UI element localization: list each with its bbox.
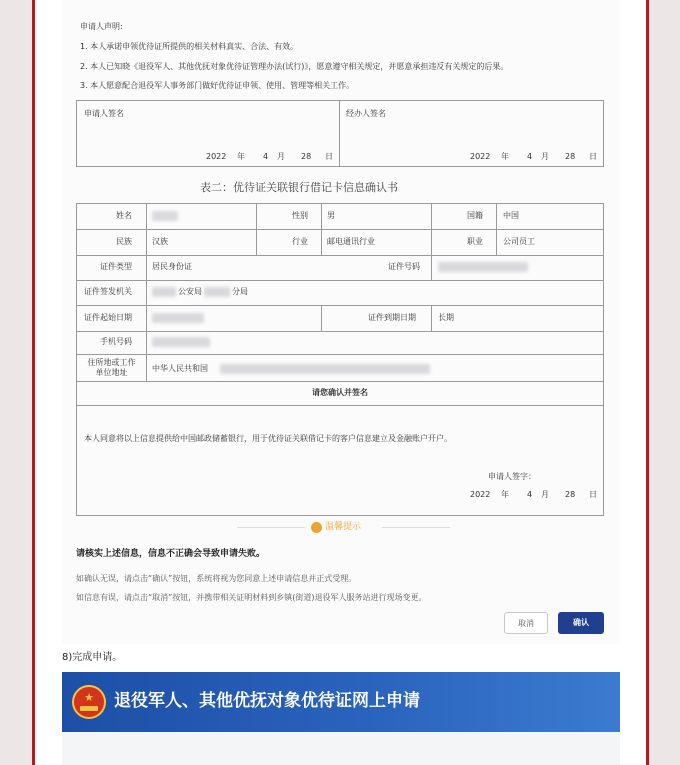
id-type-value: 居民身份证 [152,262,192,271]
info-icon [311,522,322,533]
industry-value: 邮电通讯行业 [327,237,375,246]
applicant-signature-label: 申请人签字： [488,472,536,481]
cancel-button[interactable]: 取消 [504,612,548,634]
tip-line-2: 如信息有误，请点击“取消”按钮，并携带相关证明材料到乡镇(街道)退役军人服务站进行现场变更。 [76,593,427,602]
industry-label: 行业 [292,237,308,246]
phone-redacted [152,337,210,347]
end-date-value: 长期 [438,313,454,322]
handler-sign-label: 经办人签名 [346,109,386,118]
tip-warning: 请核实上述信息，信息不正确会导致申请失败。 [76,549,266,559]
declaration-item-3: 3. 本人愿意配合退役军人事务部门做好优待证申领、使用、管理等相关工作。 [80,81,355,90]
tip-divider-left [237,527,305,528]
nationality-label: 国籍 [467,211,483,220]
end-date-label: 证件到期日期 [368,313,416,322]
id-number-label: 证件号码 [388,262,420,271]
name-label: 姓名 [116,211,132,220]
phone-label: 手机号码 [100,337,132,346]
confirm-button[interactable]: 确认 [558,612,604,634]
tip-line-1: 如确认无误，请点击“确认”按钮，系统将视为您同意上述申请信息并正式受理。 [76,574,357,583]
address-label: 住所地或工作 单位地址 [87,358,136,377]
occupation-label: 职业 [467,237,483,246]
tip-divider-right [382,527,450,528]
banner-below-area [62,732,620,765]
consent-text: 本人同意将以上信息提供给中国邮政储蓄银行，用于优待证关联借记卡的客户信息建立及金融账户开户。 [84,434,452,443]
step-text: 8)完成申请。 [62,652,123,663]
banner [62,672,620,732]
start-date-label: 证件起始日期 [84,313,132,322]
banner-title: 退役军人、其他优抚对象优待证网上申请 [114,691,420,711]
gender-value: 男 [327,211,335,220]
issuer-label: 证件签发机关 [84,287,132,296]
applicant-sign-label: 申请人签名 [84,109,124,118]
declaration-heading: 申请人声明: [80,22,123,31]
address-value: 中华人民共和国 [152,364,208,373]
id-type-label: 证件类型 [100,262,132,271]
tip-title: 温馨提示 [325,522,362,532]
table2-title: 表二：优待证关联银行借记卡信息确认书 [200,181,398,194]
application-document: 申请人声明: 1. 本人承诺申领优待证所提供的相关材料真实、合法、有效。 2. 本人已知晓《退役军人、其他优抚对象优待证管理办法(试行)》，愿意遵守相关规定，并愿意承担违反有关规定的后果。 3. 本人愿意配合退役军人事务部门做好优待证申领、使用、管理等相关工作。 申请人签名 经办人签名 2022 年 4 月 28 日 2022 年 4 月 28 日 表二：优待证关联银行借记卡信息确认书 姓名 性别 男 国籍 中国 民族 汉族 行业 邮电通讯行业 职业 公司员工 证件类型 居民身份证 证件号码 证件签发机关 公安局 分局 证件起始日期 证件到期日期 长期 手机号码 住所地或工作 单位地址 中华人民共和国 请您确认并签名 本人同意将以上信息提供给中国邮政储蓄银行，用于优待证关联借记卡的客户信息建立及金融账户开户。 申请人签字： 2022 年 4 月 28 日 温馨提示 请核实上述信息，信息不正确会导致申请失败。 如确认无误，请点击“确认”按钮，系统将视为您同意上述申请信息并正式受理。 如信息有误，请点击“取消”按钮，并携带相关证明材料到乡镇(街道)退役军人服务站进行现场变更。 取消 确认 [62,0,620,644]
issuer-value-tail: 分局 [232,287,248,296]
address-redacted [220,364,430,374]
ethnicity-value: 汉族 [152,237,168,246]
start-date-redacted [152,313,204,323]
ethnicity-label: 民族 [116,237,132,246]
id-number-redacted [438,262,528,272]
nationality-value: 中国 [503,211,519,220]
confirm-heading: 请您确认并签名 [312,388,368,397]
declaration-item-1: 1. 本人承诺申领优待证所提供的相关材料真实、合法、有效。 [80,42,299,51]
national-emblem-icon: ★ [72,685,106,719]
name-redacted [152,211,178,221]
declaration-item-2: 2. 本人已知晓《退役军人、其他优抚对象优待证管理办法(试行)》，愿意遵守相关规定，并愿意承担违反有关规定的后果。 [80,62,509,71]
gender-label: 性别 [292,211,308,220]
occupation-value: 公司员工 [503,237,535,246]
issuer-value-mid: 公安局 [178,287,202,296]
